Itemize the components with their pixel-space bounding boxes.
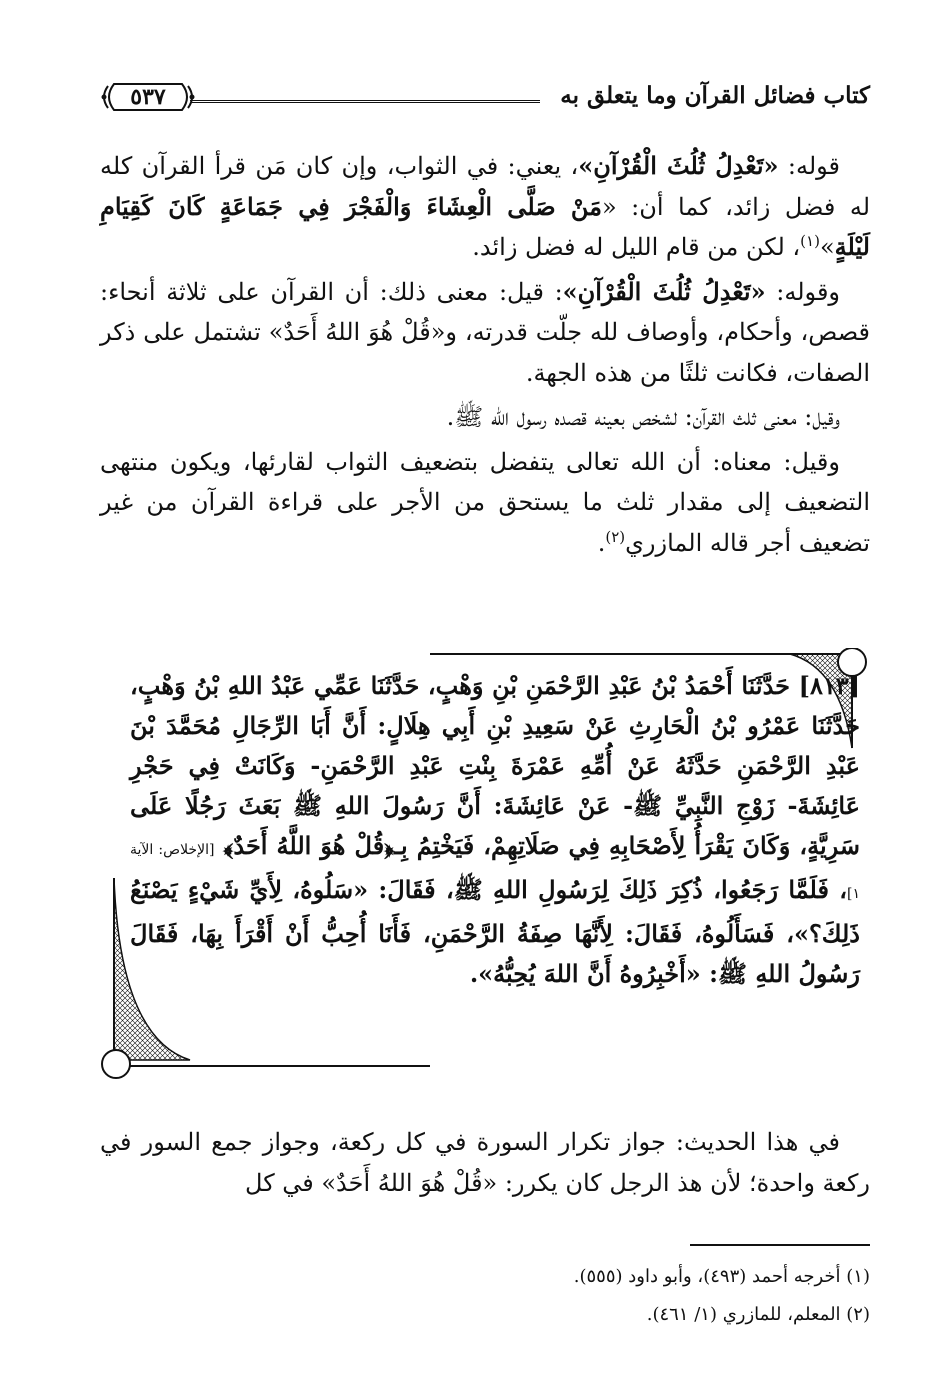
hadith-text-part: ، فَلَمَّا رَجَعُوا، ذُكِرَ ذَلِكَ لِرَسُولِ اللهِ ﷺ، فَقَالَ: «سَلُوهُ، لِأَيِّ شَيْءٍ يَصْنَعُ ذَلِكَ؟»، فَسَأَلُوهُ، فَقَالَ: لِأَنَّهَا صِفَةُ الرَّحْمَنِ، فَأَنَا أُحِبُّ أَنْ أَقْرَأَ بِهَا، فَقَالَ رَسُولُ اللهِ ﷺ: «أَخْبِرُوهُ أَنَّ اللهَ يُحِبُّهُ». (130, 875, 860, 988)
paragraph-3: وقيل: معنى ثلث القرآن: لشخص بعينه قصده رسول الله ﷺ. (446, 403, 840, 431)
hadith-text (130, 666, 860, 994)
commentary-bottom (100, 1122, 870, 1207)
footnote-ref-1[interactable]: (١) (800, 232, 820, 250)
text-span: ، يعني: في الثواب، وإن كان مَن قرأ القرآن كله له فضل زائد، كما أن: « (100, 152, 871, 221)
hadith-text-part: [٨١٣] حَدَّثَنَا أَحْمَدُ بْنُ عَبْدِ الرَّحْمَنِ بْنِ وَهْبٍ، حَدَّثَنَا عَمِّي عَبْدُ اللهِ بْنُ وَهْبٍ، حَدَّثَنَا عَمْرُو بْنُ الْحَارِثِ عَنْ سَعِيدِ بْنِ أَبِي هِلَالٍ: أَنَّ أَبَا الرِّجَالِ مُحَمَّدَ بْنَ عَبْدِ الرَّحْمَنِ حَدَّثَهُ عَنْ أُمِّهِ عَمْرَةَ بِنْتِ عَبْدِ الرَّحْمَنِ- وَكَانَتْ فِي حَجْرِ عَائِشَةَ- زَوْجِ النَّبِيِّ ﷺ- عَنْ عَائِشَةَ: أَنَّ رَسُولَ اللهِ ﷺ بَعَثَ رَجُلًا عَلَى سَرِيَّةٍ، وَكَانَ يَقْرَأُ لِأَصْحَابِهِ فِي صَلَاتِهِمْ، فَيَخْتِمُ بِـ﴿قُلْ هُوَ اللَّهُ أَحَدٌ﴾ (130, 671, 861, 860)
text-span: وقوله: (765, 277, 841, 306)
commentary-top (100, 146, 870, 567)
running-title: كتاب فضائل القرآن وما يتعلق به (560, 82, 870, 109)
paragraph-2 (100, 272, 870, 394)
text-span: قوله: (778, 152, 840, 180)
quran-reference: [الإخلاص: الآية ١] (130, 842, 860, 902)
text-span: وقيل: معناه: أن الله تعالى يتفضل بتضعيف الثواب لقارئها، ويكون منتهى التضعيف إلى مقدار ثلث ما يستحق من الأجر على قراءة القرآن من غير تضعيف أجر قاله المازري (100, 447, 870, 557)
page-number-frame (100, 80, 196, 114)
text-span: : قيل: معنى ذلك: أن القرآن على ثلاثة أنحاء: قصص، وأحكام، وأوصاف لله جلّت قدرته، و«قُلْ هُوَ اللهُ أَحَدٌ» تشتمل على ذكر الصفات، فكانت ثلثًا من هذه الجهة. (100, 277, 870, 387)
quote-bold: «تَعْدِلُ ثُلُثَ الْقُرْآنِ» (578, 151, 779, 180)
header-rule (190, 100, 540, 103)
footnote-rule (690, 1244, 870, 1246)
page-number: ٥٣٧ (130, 84, 166, 110)
text-span: . (597, 528, 606, 557)
page-header (100, 74, 870, 124)
paragraph-4 (100, 442, 870, 564)
hadith-box (100, 648, 870, 1088)
footnote-2: (٢) المعلم، للمازري (١/ ٤٦١). (646, 1304, 870, 1325)
quote-bold: مَنْ صَلَّى الْعِشَاءَ وَالْفَجْرَ فِي جَمَاعَةٍ كَانَ كَقِيَامِ لَيْلَةٍ (100, 191, 870, 261)
footnote-1: (١) أخرجه أحمد (٤٩٣)، وأبو داود (٥٥٥). (573, 1266, 870, 1287)
footnote-ref-2[interactable]: (٢) (605, 527, 626, 546)
quote-bold: «تَعْدِلُ ثُلُثَ الْقُرْآنِ» (562, 276, 766, 306)
paragraph-5: في هذا الحديث: جواز تكرار السورة في كل ركعة، وجواز جمع السور في ركعة واحدة؛ لأن هذ الرجل كان يكرر: «قُلْ هُوَ اللهُ أَحَدٌ» في كل (100, 1128, 870, 1197)
footnotes (100, 1258, 870, 1334)
paragraph-1 (100, 146, 870, 268)
text-span: ، لكن من قام الليل له فضل زائد. (472, 233, 801, 261)
text-span: » (819, 233, 835, 261)
